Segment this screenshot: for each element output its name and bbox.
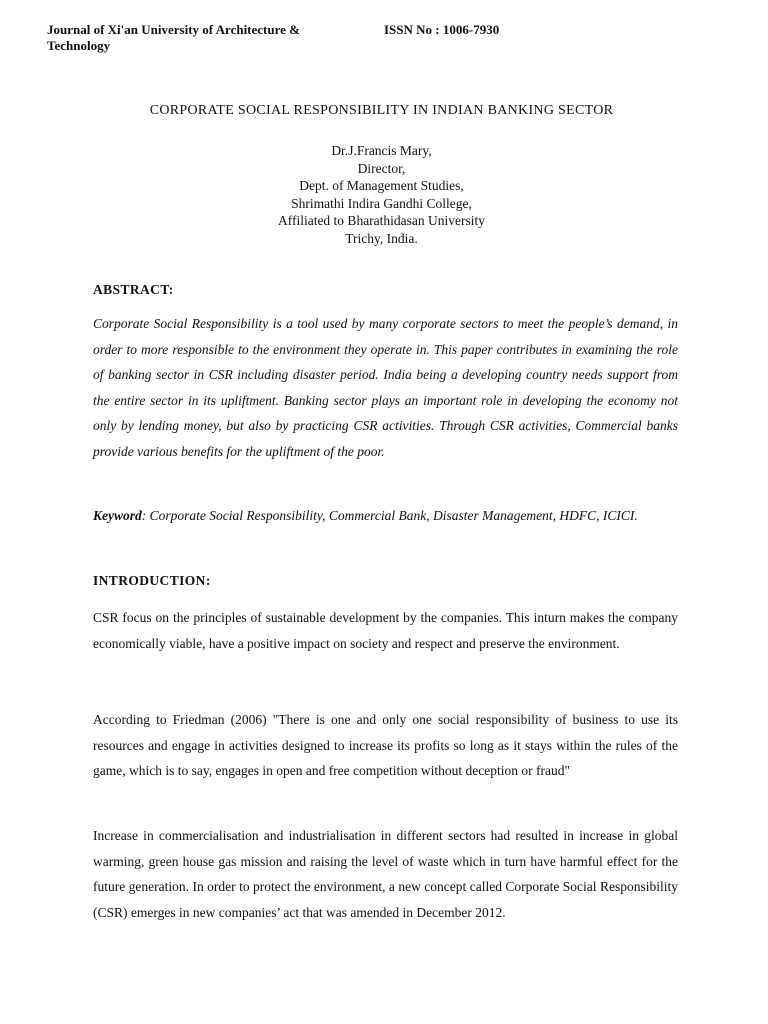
keywords-text: : Corporate Social Responsibility, Commercial Bank, Disaster Management, HDFC, ICICI. bbox=[141, 508, 638, 523]
intro-paragraph-1: CSR focus on the principles of sustainable development by the companies. This inturn makes the company economically viable, have a positive impact on society and respect and preserve the environment. bbox=[93, 610, 678, 651]
intro-paragraph-3: Increase in commercialisation and industrialisation in different sectors had resulted in increase in global warming, green house gas mission and raising the level of waste which in turn have harmful effect for the future generation. In order to protect the environment, a new concept called Corporate Social Responsibility (CSR) emerges in new companies’ act that was amended in December 2012. bbox=[93, 828, 678, 920]
author-name: Dr.J.Francis Mary, bbox=[331, 143, 432, 158]
intro-paragraph-2: According to Friedman (2006) "There is one and only one social responsibility of business to use its resources and engage in activities designed to increase its profits so long as it stays within the rules of the game, which is to say, engages in open and free competition without deception or fraud" bbox=[93, 712, 678, 778]
abstract-text: Corporate Social Responsibility is a tool used by many corporate sectors to meet the people’s demand, in order to more responsible to the environment they operate in. This paper contributes in examining the role of banking sector in CSR including disaster period. India being a developing country needs support from the entire sector in its upliftment. Banking sector plays an important role in developing the economy not only by lending money, but also by practicing CSR activities. Through CSR activities, Commercial banks provide various benefits for the upliftment of the poor. bbox=[93, 316, 678, 459]
abstract-heading: ABSTRACT: bbox=[93, 282, 174, 297]
author-block bbox=[0, 142, 763, 247]
keywords-label: Keyword bbox=[93, 508, 142, 523]
journal-issn: ISSN No : 1006-7930 bbox=[384, 22, 500, 37]
introduction-heading: INTRODUCTION: bbox=[93, 573, 211, 588]
author-college: Shrimathi Indira Gandhi College, bbox=[291, 195, 472, 211]
keywords-paragraph bbox=[93, 503, 678, 529]
journal-name: Journal of Xi'an University of Architecture & Technology bbox=[47, 22, 300, 53]
author-department: Dept. of Management Studies, bbox=[299, 178, 464, 193]
author-position: Director, bbox=[357, 160, 406, 176]
author-affiliation: Affiliated to Bharathidasan University bbox=[277, 213, 486, 228]
paper-title: CORPORATE SOCIAL RESPONSIBILITY IN INDIAN BANKING SECTOR bbox=[149, 103, 614, 118]
author-location: Trichy, India. bbox=[345, 230, 418, 246]
